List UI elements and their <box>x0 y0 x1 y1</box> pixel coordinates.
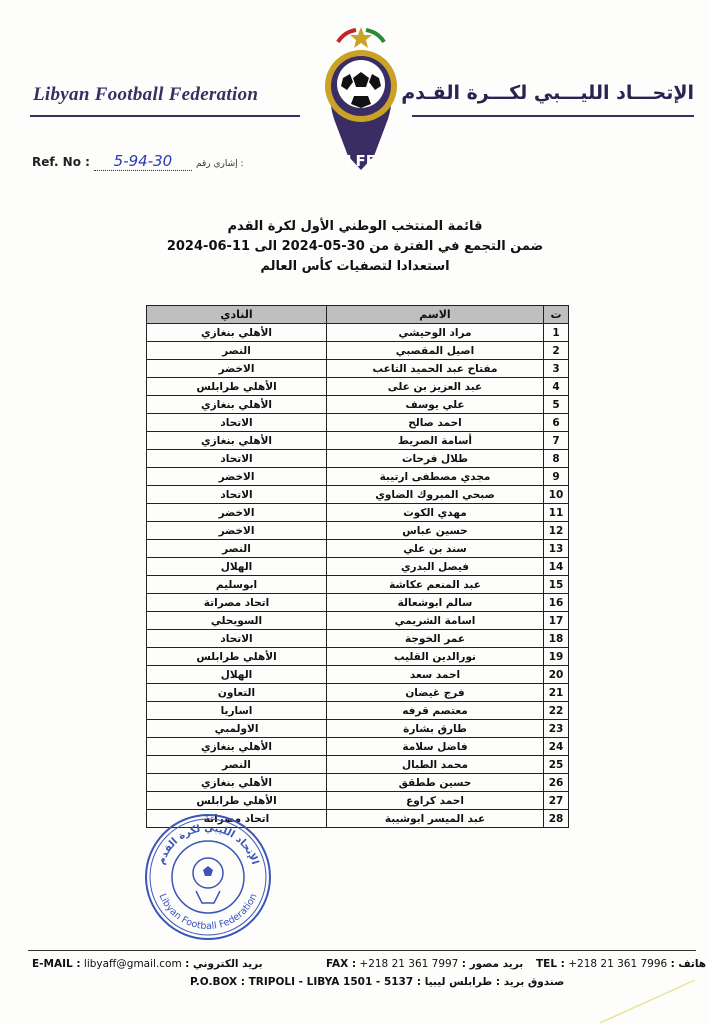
player-name: احمد كراوع <box>327 792 544 810</box>
table-row <box>147 630 569 648</box>
header-rule-right <box>412 115 694 117</box>
row-number: 1 <box>544 324 569 342</box>
player-name: طلال فرحات <box>327 450 544 468</box>
lff-logo-icon <box>316 24 406 174</box>
club-name: الاولمبي <box>147 720 327 738</box>
table-row <box>147 486 569 504</box>
club-name: الاخضر <box>147 468 327 486</box>
row-number: 27 <box>544 792 569 810</box>
table-row <box>147 756 569 774</box>
footer-fax: FAX : +218 21 361 7997 : بريد مصور <box>326 958 524 970</box>
table-row <box>147 774 569 792</box>
stamp-text-ar: الإتحاد الليبي لكرة القدم <box>155 822 261 867</box>
player-name: محمد الطبال <box>327 756 544 774</box>
club-name: الأهلي بنغازي <box>147 396 327 414</box>
player-name: معتصم قرفه <box>327 702 544 720</box>
player-name: علي يوسف <box>327 396 544 414</box>
table-row <box>147 522 569 540</box>
player-name: مهدي الكوت <box>327 504 544 522</box>
table-row <box>147 432 569 450</box>
row-number: 4 <box>544 378 569 396</box>
club-name: الاخضر <box>147 360 327 378</box>
player-name: حسين عباس <box>327 522 544 540</box>
player-name: نورالدين القليب <box>327 648 544 666</box>
club-name: الاتحاد <box>147 450 327 468</box>
row-number: 13 <box>544 540 569 558</box>
table-row <box>147 540 569 558</box>
player-name: اسامة الشريمي <box>327 612 544 630</box>
row-number: 21 <box>544 684 569 702</box>
reference-number <box>32 152 244 171</box>
table-row <box>147 594 569 612</box>
club-name: ابوسليم <box>147 576 327 594</box>
row-number: 24 <box>544 738 569 756</box>
player-name: عبد الميسر ابوشيبة <box>327 810 544 828</box>
row-number: 11 <box>544 504 569 522</box>
club-name: الهلال <box>147 666 327 684</box>
svg-text:الإتحاد الليبي لكرة القدم <box>156 823 260 866</box>
table-row <box>147 792 569 810</box>
table-row <box>147 360 569 378</box>
footer-email: E-MAIL : libyaff@gmail.com : بريد الكتروني <box>32 958 263 970</box>
table-row <box>147 648 569 666</box>
table-row <box>147 576 569 594</box>
row-number: 25 <box>544 756 569 774</box>
club-name: الأهلي بنغازي <box>147 738 327 756</box>
club-name: اساريا <box>147 702 327 720</box>
club-name: الأهلي بنغازي <box>147 774 327 792</box>
club-name: الأهلي طرابلس <box>147 648 327 666</box>
player-name: سند بن علي <box>327 540 544 558</box>
player-name: أسامة الصريط <box>327 432 544 450</box>
row-number: 23 <box>544 720 569 738</box>
row-number: 26 <box>544 774 569 792</box>
footer-pobox: P.O.BOX : TRIPOLI - LIBYA 1501 - 5137 : صندوق بريد : طرابلس ليبيا <box>190 976 565 988</box>
official-stamp-icon <box>142 811 274 943</box>
row-number: 19 <box>544 648 569 666</box>
player-name: فيصل البدري <box>327 558 544 576</box>
row-number: 9 <box>544 468 569 486</box>
row-number: 3 <box>544 360 569 378</box>
player-name: احمد سعد <box>327 666 544 684</box>
col-header-club: النادي <box>147 306 327 324</box>
row-number: 14 <box>544 558 569 576</box>
player-name: فرج غيضان <box>327 684 544 702</box>
org-name-en: Libyan Football Federation <box>33 84 259 105</box>
club-name: اتحاد مصراتة <box>147 810 327 828</box>
row-number: 5 <box>544 396 569 414</box>
table-row <box>147 720 569 738</box>
ref-label-en: Ref. No : <box>32 155 90 169</box>
title-line-1: قائمة المنتخب الوطني الأول لكرة القدم <box>227 219 483 234</box>
footer-rule <box>28 950 696 951</box>
player-name: مجدي مصطفى ارتيبة <box>327 468 544 486</box>
table-row <box>147 396 569 414</box>
logo-text: LFF <box>345 152 377 170</box>
row-number: 22 <box>544 702 569 720</box>
player-name: اصيل المقصبي <box>327 342 544 360</box>
squad-table <box>146 305 569 828</box>
table-row <box>147 612 569 630</box>
svg-text:Libyan Football Federation <box>156 892 259 932</box>
row-number: 20 <box>544 666 569 684</box>
table-row <box>147 468 569 486</box>
footer-tel: TEL : +218 21 361 7996 : هاتف <box>536 958 707 970</box>
row-number: 17 <box>544 612 569 630</box>
table-row <box>147 702 569 720</box>
club-name: الأهلي بنغازي <box>147 432 327 450</box>
org-name-ar: الإتحـــاد الليـــبي لكـــرة القـدم <box>401 82 694 104</box>
club-name: الأهلي طرابلس <box>147 792 327 810</box>
ref-value: 5-94-30 <box>94 152 192 171</box>
table-row <box>147 504 569 522</box>
player-name: مراد الوحيشي <box>327 324 544 342</box>
table-row <box>147 450 569 468</box>
footer-contacts <box>32 958 707 974</box>
row-number: 28 <box>544 810 569 828</box>
table-row <box>147 558 569 576</box>
row-number: 7 <box>544 432 569 450</box>
row-number: 15 <box>544 576 569 594</box>
document-titles <box>0 217 710 277</box>
club-name: الهلال <box>147 558 327 576</box>
club-name: التعاون <box>147 684 327 702</box>
player-name: حسين ططقق <box>327 774 544 792</box>
player-name: احمد صالح <box>327 414 544 432</box>
row-number: 6 <box>544 414 569 432</box>
pen-mark-icon <box>590 975 700 1025</box>
club-name: الاتحاد <box>147 414 327 432</box>
player-name: سالم ابوشعالة <box>327 594 544 612</box>
table-row <box>147 324 569 342</box>
row-number: 18 <box>544 630 569 648</box>
table-row <box>147 378 569 396</box>
club-name: اتحاد مصراتة <box>147 594 327 612</box>
club-name: النصر <box>147 540 327 558</box>
player-name: طارق بشارة <box>327 720 544 738</box>
player-name: عمر الخوجة <box>327 630 544 648</box>
col-header-number: ت <box>544 306 569 324</box>
table-row <box>147 342 569 360</box>
table-row <box>147 684 569 702</box>
title-line-3: استعدادا لتصفيات كأس العالم <box>260 259 450 274</box>
row-number: 16 <box>544 594 569 612</box>
title-line-2: ضمن التجمع في الفترة من 30-05-2024 الى 11-06-2024 <box>166 239 544 254</box>
row-number: 2 <box>544 342 569 360</box>
table-row <box>147 666 569 684</box>
club-name: الأهلي بنغازي <box>147 324 327 342</box>
stamp-text-en: Libyan Football Federation <box>156 892 260 933</box>
player-name: عبد المنعم عكاشة <box>327 576 544 594</box>
player-name: عبد العزيز بن على <box>327 378 544 396</box>
player-name: صبحي المبروك الضاوي <box>327 486 544 504</box>
club-name: النصر <box>147 756 327 774</box>
club-name: السويحلي <box>147 612 327 630</box>
col-header-name: الاسم <box>327 306 544 324</box>
club-name: الاتحاد <box>147 486 327 504</box>
row-number: 10 <box>544 486 569 504</box>
club-name: الاخضر <box>147 522 327 540</box>
table-row <box>147 414 569 432</box>
table-row <box>147 738 569 756</box>
club-name: الأهلي طرابلس <box>147 378 327 396</box>
club-name: الاتحاد <box>147 630 327 648</box>
row-number: 12 <box>544 522 569 540</box>
club-name: النصر <box>147 342 327 360</box>
ref-label-ar: إشاري رقم : <box>195 159 244 169</box>
player-name: مفتاح عبد الحميد التاعب <box>327 360 544 378</box>
player-name: فاضل سلامة <box>327 738 544 756</box>
header-rule-left <box>30 115 300 117</box>
club-name: الاخضر <box>147 504 327 522</box>
row-number: 8 <box>544 450 569 468</box>
table-header-row <box>147 306 569 324</box>
